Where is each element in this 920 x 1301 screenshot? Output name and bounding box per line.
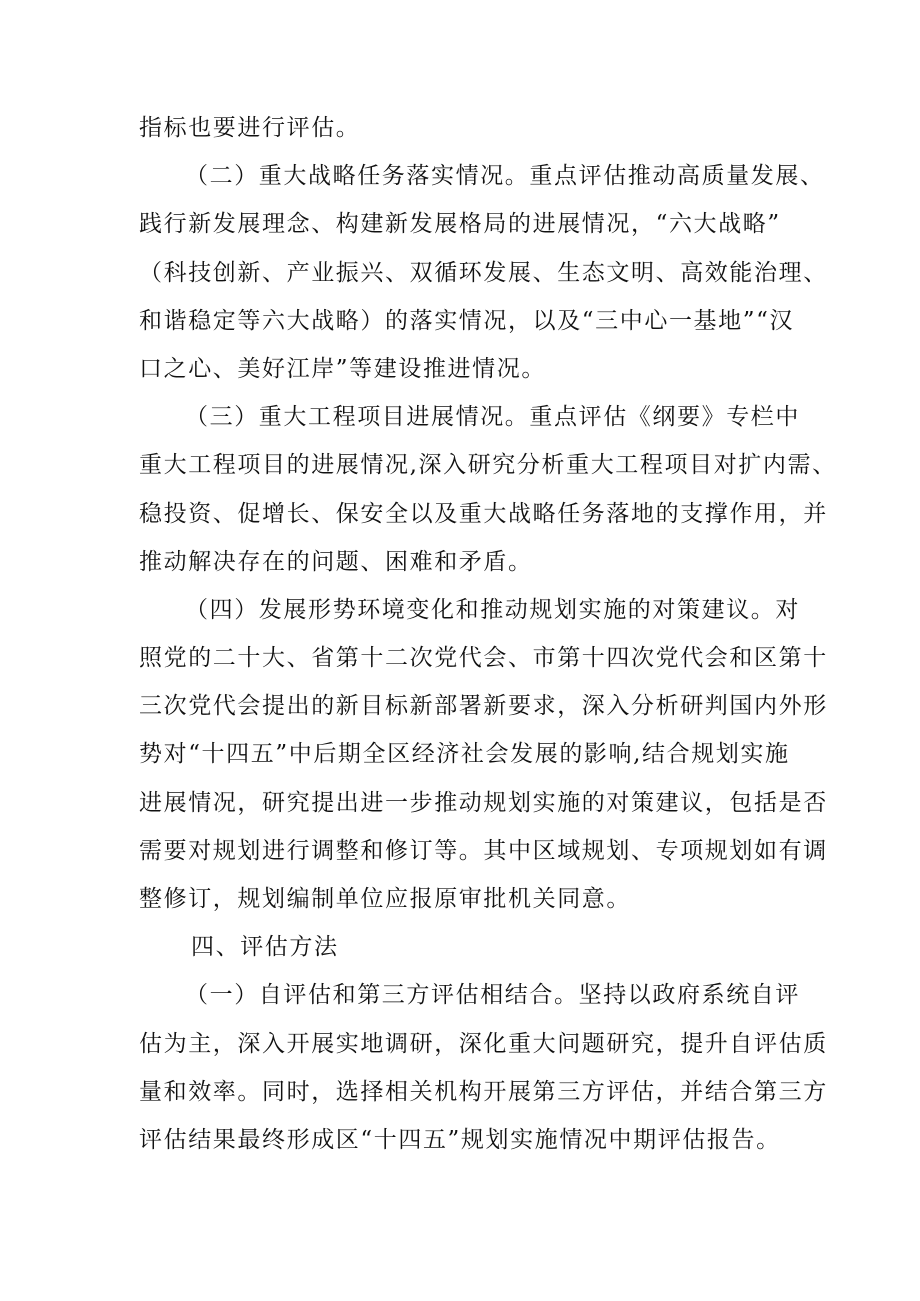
text-line: 照党的二十大、省第十二次党代会、市第十四次党代会和区第十 [139, 645, 828, 672]
paragraph-start-line: （一）自评估和第三方评估相结合。坚持以政府系统自评 [185, 982, 800, 1009]
text-line: 重大工程项目的进展情况,深入研究分析重大工程项目对扩内需、 [139, 452, 837, 479]
text-line: （科技创新、产业振兴、双循环发展、生态文明、高效能治理、 [139, 259, 828, 286]
paragraph-start-line: （三）重大工程项目进展情况。重点评估《纲要》专栏中 [185, 404, 800, 431]
text-line: 估为主，深入开展实地调研，深化重大问题研究，提升自评估质 [139, 1030, 828, 1057]
text-line: 量和效率。同时，选择相关机构开展第三方评估，并结合第三方 [139, 1078, 828, 1105]
section-heading: 四、评估方法 [191, 934, 339, 961]
paragraph-start-line: （四）发展形势环境变化和推动规划实施的对策建议。对 [185, 596, 800, 623]
text-line: 指标也要进行评估。 [139, 115, 361, 141]
paragraph-start-line: （二）重大战略任务落实情况。重点评估推动高质量发展、 [185, 163, 825, 190]
text-line: 和谐稳定等六大战略）的落实情况，以及“三中心一基地”“汉 [139, 307, 795, 334]
text-line: 践行新发展理念、构建新发展格局的进展情况，“六大战略” [139, 211, 781, 238]
text-line: 需要对规划进行调整和修订等。其中区域规划、专项规划如有调 [139, 837, 828, 864]
text-line: 进展情况，研究提出进一步推动规划实施的对策建议，包括是否 [139, 789, 828, 816]
text-line: 口之心、美好江岸”等建设推进情况。 [139, 355, 546, 382]
text-line: 推动解决存在的问题、困难和矛盾。 [139, 548, 533, 575]
text-line: 评估结果最终形成区“十四五”规划实施情况中期评估报告。 [139, 1126, 781, 1153]
text-line: 三次党代会提出的新目标新部署新要求，深入分析研判国内外形 [139, 693, 828, 720]
text-line: 势对“十四五”中后期全区经济社会发展的影响,结合规划实施 [139, 741, 790, 768]
text-line: 稳投资、促增长、保安全以及重大战略任务落地的支撑作用，并 [139, 500, 828, 527]
document-page [139, 104, 837, 1164]
text-line: 整修订，规划编制单位应报原审批机关同意。 [139, 886, 631, 912]
